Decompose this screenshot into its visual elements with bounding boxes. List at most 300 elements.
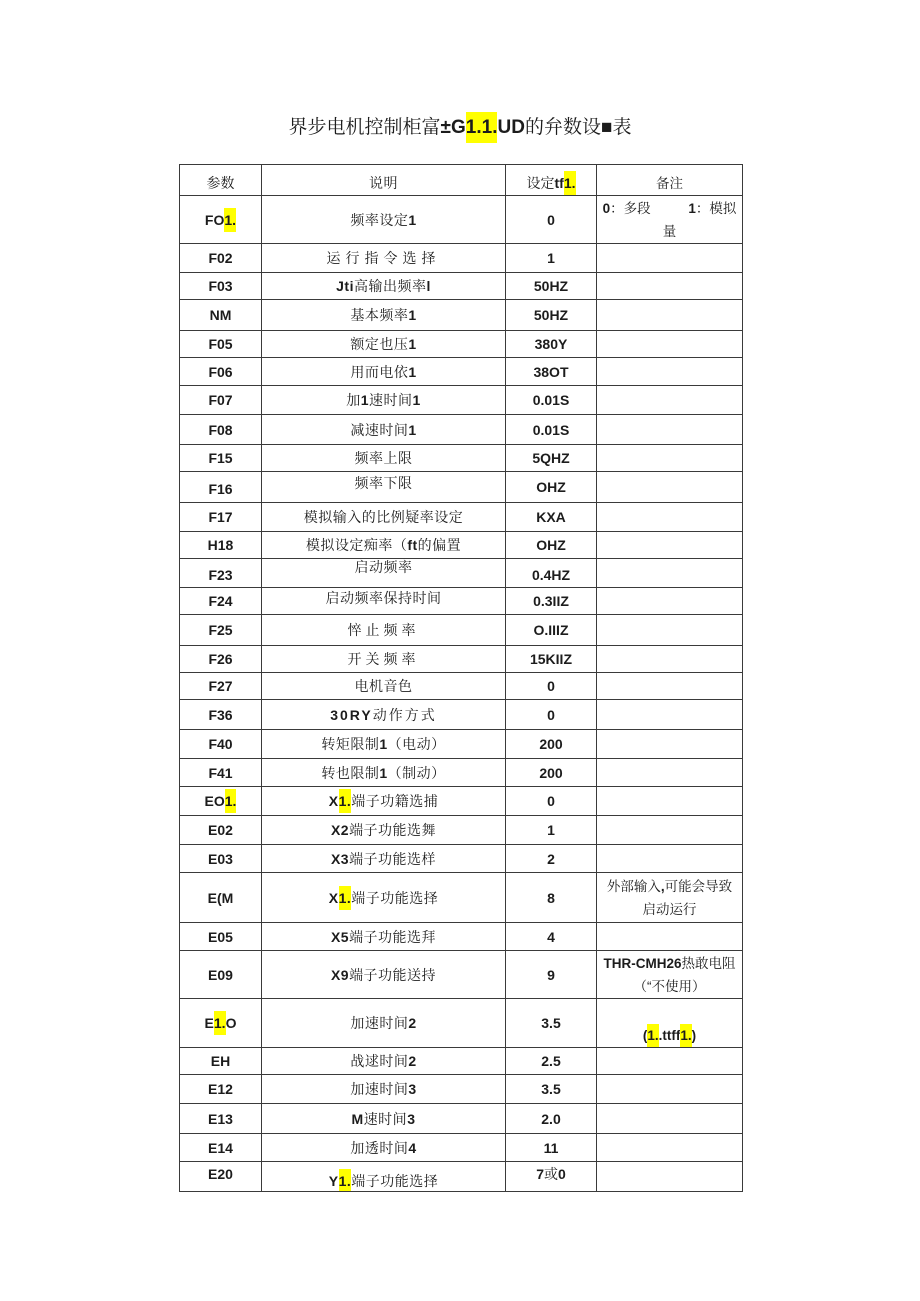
description-cell [262,1134,506,1162]
table-row [180,615,743,646]
description-text: 模拟设定痴率（ft的偏置 [305,537,462,553]
setting-cell [506,415,597,445]
description-text: 转矩限制1（电动） [321,736,446,752]
bold-run: E05 [208,928,233,945]
param-cell [180,759,262,787]
setting-cell [506,1162,597,1192]
remark-cell [597,331,743,358]
setting-cell [506,196,597,244]
bold-run: ) [691,1027,697,1043]
description-cell [262,923,506,951]
remark-cell [597,300,743,331]
param-text [208,821,233,839]
bold-run: X [328,889,339,906]
bold-run: ■ [600,117,613,138]
remark-cell [597,445,743,472]
param-cell [180,1134,262,1162]
setting-cell [506,730,597,759]
description-text: 战逑时间2 [350,1053,417,1069]
bold-run: O [225,1015,237,1031]
bold-run: EH [210,1053,231,1069]
description-cell [262,673,506,700]
param-cell [180,1162,262,1192]
remark-cell [597,1162,743,1192]
bold-run: 380Y [534,336,568,352]
bold-run: 1 [547,250,555,266]
bold-run: X [328,793,339,809]
setting-text [534,277,568,295]
bold-run: , [660,878,665,894]
bold-run: E [204,1015,214,1031]
bold-run: 200 [539,764,563,781]
table-row [180,445,743,472]
bold-run: 3.5 [541,1015,561,1031]
setting-text [533,592,569,610]
description-text: 电机音色 [354,678,413,694]
param-text [208,621,232,639]
description-cell [262,816,506,845]
setting-text [534,621,569,639]
bold-run: 3.5 [541,1081,561,1097]
setting-cell [506,700,597,730]
setting-cell [506,615,597,646]
setting-cell [506,787,597,816]
description-text: 额定也压1 [350,336,417,352]
setting-text [541,1014,560,1032]
param-cell [180,700,262,730]
param-text [208,706,232,724]
bold-run: F25 [208,622,233,638]
bold-run: KXA [536,509,566,525]
bold-run: X2 [330,822,350,838]
bold-run: 38OT [533,363,569,380]
bold-run: 200 [539,736,563,752]
setting-text [533,421,570,439]
param-text [211,1052,230,1070]
setting-cell [506,331,597,358]
description-cell [262,331,506,358]
bold-run: 1 [408,307,417,323]
remark-cell [597,845,743,873]
table-row [180,196,743,244]
bold-run: 0 [558,1165,566,1182]
param-text [208,1165,233,1183]
setting-text [532,449,569,467]
bold-run: ft [407,537,418,553]
param-cell [180,196,262,244]
param-cell [180,1048,262,1075]
bold-run: EO [204,793,225,809]
remark-cell [597,923,743,951]
description-cell [262,845,506,873]
bold-run: 1 [412,392,421,408]
remark-text [643,1024,696,1047]
bold-run: UD [497,117,525,138]
bold-run: F24 [208,593,233,609]
bold-run: 1 [408,211,417,228]
description-text: X5端子功能选拜 [330,928,437,945]
description-text: X1.端子功能选择 [329,889,439,907]
remark-cell [597,646,743,673]
bold-run: E12 [208,1081,233,1097]
setting-text [547,211,555,229]
setting-cell [506,358,597,386]
description-cell [262,730,506,759]
highlight-mark: 1. [224,208,236,232]
table-row [180,532,743,559]
bold-run: 0 [547,211,555,228]
bold-run: F23 [208,567,233,583]
bold-run: 2 [408,1015,417,1031]
description-cell [262,358,506,386]
bold-run: F03 [208,278,233,294]
setting-cell [506,1048,597,1075]
bold-run: FO [204,211,225,228]
description-text: 30RY动作方式 [330,706,437,723]
param-cell [180,646,262,673]
bold-run: X3 [330,850,350,867]
description-text: 加速时间2 [350,1015,417,1031]
setting-cell [506,951,597,999]
param-cell [180,816,262,845]
setting-cell [506,588,597,615]
table-row [180,873,743,923]
bold-run: F16 [208,481,233,497]
highlight-mark: 1. [482,112,498,143]
remark-cell [597,472,743,503]
param-cell [180,300,262,331]
param-text [208,677,232,695]
header-remark-cell [597,165,743,196]
setting-cell [506,445,597,472]
table-row [180,1048,743,1075]
table-row [180,923,743,951]
remark-cell [597,588,743,615]
setting-cell [506,873,597,923]
bold-run: 2 [547,850,555,867]
bold-run: 0 [547,678,555,694]
table-row [180,386,743,415]
bold-run: 2.5 [541,1053,561,1069]
setting-cell [506,759,597,787]
description-text: 转也限制1（制动） [321,764,446,781]
param-text [208,335,232,353]
setting-text [536,536,566,554]
bold-run: F05 [208,336,233,352]
param-text [208,928,233,946]
table-row [180,588,743,615]
setting-cell [506,244,597,273]
table-row [180,1104,743,1134]
param-cell [180,273,262,300]
bold-run: .ttff [658,1027,681,1043]
setting-text [533,363,568,381]
header-param-cell [180,165,262,196]
remark-cell [597,951,743,999]
bold-run: 1 [408,336,417,352]
param-text [208,1139,233,1157]
param-text [208,363,232,381]
setting-text [533,391,570,409]
description-text: 减速时间1 [350,421,417,438]
remark-text: 0：多段 1：模拟 量 [602,200,737,239]
bold-run: Jti [336,278,354,294]
description-cell [262,1162,506,1192]
setting-text [541,1080,560,1098]
param-cell [180,331,262,358]
bold-run: E09 [208,966,233,983]
table-row [180,999,743,1048]
description-cell [262,472,506,503]
description-cell [262,273,506,300]
description-cell [262,615,506,646]
setting-cell [506,503,597,532]
bold-run: 9 [547,966,555,983]
bold-run: 4 [547,928,555,945]
setting-cell [506,1104,597,1134]
remark-cell [597,787,743,816]
param-cell [180,730,262,759]
description-text: X3端子功能选样 [330,850,437,867]
bold-run: 1 [379,764,388,781]
remark-cell [597,532,743,559]
description-cell [262,588,506,615]
setting-text [547,889,555,907]
param-text [208,536,234,554]
param-text [208,735,232,753]
bold-run: 2.0 [541,1110,561,1127]
param-text [208,566,232,584]
table-row [180,415,743,445]
setting-text: 7或0 [536,1165,566,1182]
bold-run: 50HZ [533,307,569,323]
highlight-mark: 1. [339,789,352,813]
description-cell [262,759,506,787]
bold-run: 3 [407,1110,416,1127]
param-text [205,1014,237,1032]
bold-run: l [426,278,431,294]
remark-text: 外部输入,可能会导致 启动运行 [606,878,733,917]
param-cell [180,873,262,923]
bold-run: 5QHZ [532,450,570,466]
param-cell [180,472,262,503]
bold-run: 0.3IIZ [533,593,569,609]
param-text [208,850,233,868]
table-row [180,759,743,787]
param-text [208,391,232,409]
bold-run: 1 [408,421,417,438]
param-text [208,650,232,668]
description-text: 频率设定1 [350,211,417,228]
param-text [205,792,237,810]
bold-run: 1 [547,822,555,838]
param-cell [180,845,262,873]
param-cell [180,503,262,532]
param-cell [180,445,262,472]
setting-cell [506,923,597,951]
remark-cell [597,503,743,532]
bold-run: ±G [440,117,466,138]
description-text: 悴止频率 [347,622,420,638]
bold-run: X9 [330,966,350,983]
table-row [180,951,743,999]
bold-run: 50HZ [533,278,569,294]
param-text [208,592,232,610]
bold-run: 1 [379,736,388,752]
setting-cell [506,816,597,845]
bold-run: 3 [408,1081,417,1097]
param-text [208,277,232,295]
bold-run: E(M [207,889,234,906]
table-row [180,1162,743,1192]
description-cell [262,1075,506,1104]
param-text [208,966,233,984]
bold-run: E13 [208,1110,233,1127]
setting-text [539,764,562,782]
header-description: 说明 [369,175,398,191]
remark-cell [597,559,743,588]
bold-run: F15 [208,450,233,466]
description-cell [262,445,506,472]
header-setting: 设定tf1. [526,174,575,192]
bold-run: 1 [360,392,369,408]
param-text [208,508,232,526]
param-cell [180,559,262,588]
param-text [210,306,232,324]
setting-text [547,966,555,984]
bold-run: H18 [207,537,234,553]
remark-cell [597,1104,743,1134]
setting-text [547,928,555,946]
bold-run: F36 [208,706,233,723]
param-text [205,211,236,229]
remark-cell [597,615,743,646]
bold-run: 1 [688,200,696,216]
param-text [208,764,232,782]
setting-cell [506,300,597,331]
table-row [180,673,743,700]
bold-run: 1 [408,363,417,380]
param-cell [180,951,262,999]
description-text: 基本频率1 [350,307,417,323]
table-row [180,503,743,532]
bold-run: F17 [208,509,233,525]
bold-run: X5 [330,928,350,945]
bold-run: E03 [208,850,233,867]
description-text: 启动频率保持时间 [325,590,442,606]
description-cell [262,873,506,923]
setting-text [534,306,568,324]
description-text: 加1速时间1 [346,392,421,408]
header-description-cell [262,165,506,196]
highlight-mark: 1. [647,1024,658,1047]
bold-run: O.IIIZ [533,622,569,638]
highlight-mark: 1. [339,1169,352,1192]
highlight-mark: 1. [225,789,237,813]
table-row [180,559,743,588]
remark-cell [597,358,743,386]
remark-cell [597,873,743,923]
highlight-mark: 1. [214,1011,226,1035]
table-row [180,787,743,816]
bold-run: F27 [208,678,233,694]
description-text: X1.端子功籍选捕 [329,792,439,810]
param-text [208,1110,233,1128]
param-cell [180,787,262,816]
remark-cell [597,386,743,415]
bold-run: ( [642,1027,648,1043]
setting-text [532,566,570,584]
param-text [208,421,232,439]
setting-cell [506,559,597,588]
param-text [208,889,234,907]
description-cell [262,300,506,331]
remark-cell [597,415,743,445]
bold-run: 0 [602,200,611,216]
setting-text [547,850,555,868]
bold-run: OHZ [536,479,566,495]
setting-text [541,1052,560,1070]
param-cell [180,386,262,415]
bold-run: 0.01S [532,421,570,438]
setting-cell [506,472,597,503]
remark-cell [597,999,743,1048]
setting-text [535,335,568,353]
param-text [208,449,232,467]
bold-run: E14 [208,1139,233,1156]
description-cell [262,532,506,559]
description-cell [262,700,506,730]
description-text: 开关频率 [347,651,420,667]
param-cell [180,244,262,273]
bold-run: 8 [547,889,555,906]
table-row [180,358,743,386]
remark-cell [597,730,743,759]
setting-text [536,508,566,526]
table-row [180,300,743,331]
table-row [180,331,743,358]
description-cell [262,999,506,1048]
description-cell [262,244,506,273]
table-row [180,244,743,273]
highlight-mark: 1. [564,171,576,195]
description-text: Jti高输出频率l [336,278,431,294]
setting-text [547,792,555,810]
setting-text [541,1110,560,1128]
table-row [180,700,743,730]
bold-run: 30RY [330,706,373,723]
table-row [180,472,743,503]
description-text: X2端子功能选舞 [330,822,437,838]
table-header-row [180,165,743,196]
param-cell [180,358,262,386]
bold-run: 15KIIZ [529,651,572,667]
description-text: 频率上限 [354,450,413,466]
bold-run: 4 [408,1139,417,1156]
setting-text [547,706,555,724]
param-text [208,249,232,267]
highlight-mark: 1. [680,1024,691,1047]
header-param: 参数 [206,175,235,191]
bold-run: THR-CMH26 [603,955,682,971]
bold-run: 2 [408,1053,417,1069]
remark-cell [597,759,743,787]
param-cell [180,532,262,559]
description-text: 频率下限 [354,475,413,491]
bold-run: 0 [547,706,555,723]
remark-cell [597,273,743,300]
table-row [180,816,743,845]
